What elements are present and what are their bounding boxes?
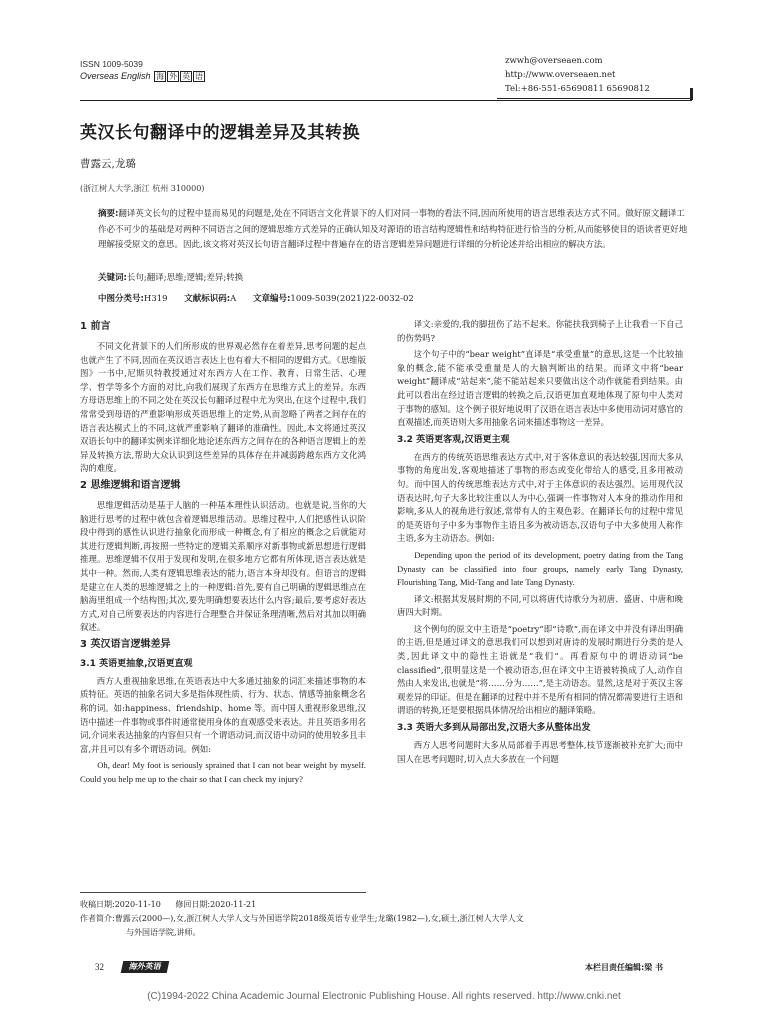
contact-url[interactable]: http://www.overseaen.net xyxy=(505,70,616,80)
keywords-label: 关键词: xyxy=(98,273,127,283)
article-no-label: 文章编号: xyxy=(253,294,291,304)
header-rule-end-mark xyxy=(690,88,693,100)
article-no-value: 1009-5039(2021)22-0032-02 xyxy=(290,294,414,304)
body-column-right xyxy=(397,318,683,769)
bio-text: 曹露云(2000—),女,浙江树人大学人文与外国语学院2018级英语专业学生;龙璐(1982—),女,硕士,浙江树人大学人文 xyxy=(114,914,524,923)
revised-date: 2020-11-21 xyxy=(210,900,257,909)
paragraph: 这个例句的原文中主语是“poetry”即“诗歌”,而在译文中并没有译出明确的主语,但是通过译文的意思我们可以想到对唐诗的发展时期进行分类的是人类,因此译文中的隐性主语就是“我们”。再看原句中的谓语动词“be classified”,很明显这是一个被动语态,但在译文中主语被转换成了人,动作自然由人来发出,也就是“将……分为……”,是主动语态。显然,这是对于英汉主客观差异的印证。但是在翻译的过程中并不是所有相同的情况都需要进行主语和谓语的转换,还是要根据具体情况给出相应的翻译策略。 xyxy=(397,623,683,716)
journal-logo: 海外英语 xyxy=(121,961,170,973)
column-editor: 本栏目责任编辑:梁 书 xyxy=(585,963,663,972)
footnote-rule xyxy=(80,892,366,893)
clc-value: H319 xyxy=(143,294,168,304)
paragraph: 思维逻辑活动是基于人脑的一种基本理性认识活动。也就是说,当你的大脑进行思考的过程中就包含着逻辑思维活动。思维过程中,人们把感性认识阶段中得到的感性认识进行抽象化而形成一种概念,有了相应的概念之后就能对其进行逻辑判断,再按照一些特定的逻辑关系顺序对新事物或新思想进行逻辑推理。思维逻辑不仅用于发现和发明,在很多地方它都有所体现,语言表达就是其中一种。然而,人类有逻辑思维表达的能力,语言本身却没有。但语言的逻辑是建立在人类的思维逻辑之上的一种逻辑:首先,要有自己明确的逻辑思维点在脑海里组成一个结构图;其次,要先明确想要表达什么内容;最后,要考虑好表达方式,对自己所要表达的内容进行合理整合并保证条理清晰,然后对其加以明确叙述。 xyxy=(80,499,366,633)
received-date: 2020-11-10 xyxy=(114,900,161,909)
journal-name-cn-char: 英 xyxy=(182,72,191,81)
keywords-text: 长句;翻译;思维;逻辑;差异;转换 xyxy=(126,273,244,283)
doc-code-value: A xyxy=(230,294,237,304)
journal-header-left xyxy=(80,58,380,83)
subsection-heading: 3.2 英语更客观,汉语更主观 xyxy=(397,434,510,445)
paragraph: 在西方的传统英语思维表达方式中,对于客体意识的表达较强,因而大多从事物的角度出发,客观地描述了事物的形态或变化带给人的感受,且多用被动句。而中国人的传统思维表达方式中,对于主体意识的表达强烈。运用现代汉语表达时,句子大多比较注重以人为中心,强调一件事物对人本身的推动作用和影响,多从人的视角进行叙述,常带有人的主观色彩。在翻译长句的过程中常见的是英语句子中多为事物作主语且多为被动语态,汉语句子中大多使用人称作主语,多为主动语态。例如: xyxy=(397,451,683,544)
article-authors: 曹露云,龙璐 xyxy=(80,158,136,170)
english-example: Oh, dear! My foot is seriously sprained that I can not bear weight by myself. Could you help me up to the chair so that I can check my injury? xyxy=(80,760,366,785)
journal-name-row xyxy=(80,70,380,83)
translation: 译文:根据其发展时期的不同,可以将唐代诗歌分为初唐、盛唐、中唐和晚唐四大时期。 xyxy=(397,593,683,618)
footnote-bio xyxy=(80,912,690,926)
author-affiliation: (浙江树人大学,浙江 杭州 310000) xyxy=(80,184,205,193)
translation: 译文:亲爱的,我的脚扭伤了站不起来。你能扶我到椅子上让我看一下自己的伤势吗? xyxy=(397,319,683,343)
section-heading: 2 思维逻辑和语言逻辑 xyxy=(80,479,181,491)
footnote xyxy=(80,898,690,940)
section-heading: 1 前言 xyxy=(80,321,111,332)
journal-name-cn-char: 语 xyxy=(195,72,204,81)
journal-name-cn-char: 海 xyxy=(156,72,165,81)
clc-label: 中图分类号: xyxy=(98,294,144,304)
contact-email[interactable]: zwwh@overseaen.com xyxy=(505,56,603,66)
journal-name-cn-char: 外 xyxy=(169,72,178,81)
paragraph: 这个句子中的“bear weight”直译是“承受重量”的意思,这是一个比较抽象的概念,能不能承受重量是人的大脑判断出的结果。而译文中将“bear weight”翻译成“站起来”,能不能站起来只要做出这个动作就能看到结果。由此可以看出在经过语言逻辑的转换之后,汉语更加直观地体现了原句中人类对于事物的感知。这个例子很好地说明了汉语在语言表达中多使用动词对感官的直观描述,而英语则大多用抽象名词来描述事物这一差异。 xyxy=(397,349,683,428)
paragraph: 西方人重视抽象思维,在英语表达中大多通过抽象的词汇来描述事物的本质特征。英语的抽象名词大多是指体现性质、行为、状态、情感等抽象概念名称的词。如:happiness、friendship、home 等。而中国人重视形象思维,汉语中描述一件事物或事件时通常使用身体的直观感受来表达。并且英语多用名词,介词来表达抽象的内容但只有一个谓语动词,而汉语中动词的使用较多且丰富,并且可以有多个谓语动词。例如: xyxy=(80,675,366,754)
header-rule xyxy=(80,100,692,101)
header-rule-bold xyxy=(497,98,692,99)
abstract-label: 摘要: xyxy=(98,209,119,219)
english-example: Depending upon the period of its development, poetry dating from the Tang Dynasty can be classified into four groups, namely early Tang Dynasty, Flourishing Tang, Mid-Tang and late Tang Dynasty. xyxy=(397,549,683,588)
revised-label: 修回日期: xyxy=(175,900,211,909)
bio-text-cont: 与外国语学院,讲师。 xyxy=(126,928,201,937)
article-meta xyxy=(98,292,414,304)
bio-label: 作者简介: xyxy=(80,914,115,923)
section-heading: 3 英汉语言逻辑差异 xyxy=(80,638,171,650)
page-number: 32 xyxy=(95,962,104,972)
paragraph: 不同文化背景下的人们所形成的世界观必然存在着差异,思考问题的起点也就产生了不同,因而在英汉语言表达上也有着大不相同的逻辑方式。《思维版图》一书中,尼斯贝特教授通过对东西方人在工作、教育、日常生活、心理学、哲学等多个方面的对比,向我们展现了东西方在思维方式上的差异。东西方母语思维上的不同之处在英汉长句翻译过程中尤为突出,在这个过程中,我们常常受到母语的严重影响形成英语思维上的定势,从而忽略了两者之间存在的语言表达模式上的不同,这就严重影响了翻译的准确性。因此,本文将通过英汉双语长句中的翻译实例来详细化地论述东西方之间存在的各种语言逻辑上的差异及转换方法,帮助大众认识到这些差异的具体存在并减弱跨越东西方文化鸿沟的难度。 xyxy=(80,341,366,474)
subsection-heading: 3.3 英语大多到从局部出发,汉语大多从整体出发 xyxy=(397,723,591,734)
journal-contact xyxy=(505,54,690,96)
contact-tel: Tel:+86-551-65690811 65690812 xyxy=(505,84,650,94)
subsection-heading: 3.1 英语更抽象,汉语更直观 xyxy=(80,658,193,669)
doc-code-label: 文献标识码: xyxy=(184,294,231,304)
keywords xyxy=(98,271,688,283)
journal-name-en: Overseas English xyxy=(80,71,151,81)
body-column-left xyxy=(80,318,366,790)
abstract xyxy=(98,207,688,254)
issn: ISSN 1009-5039 xyxy=(80,59,143,69)
article-title: 英汉长句翻译中的逻辑差异及其转换 xyxy=(80,123,360,143)
received-label: 收稿日期: xyxy=(80,900,115,909)
paragraph: 西方人思考问题时大多从局部着手再思考整体,枝节逐渐被补充扩大;而中国人在思考问题时,切入点大多放在一个问题 xyxy=(397,740,683,764)
footnote-dates xyxy=(80,898,690,912)
copyright-line: (C)1994-2022 China Academic Journal Electronic Publishing House. All rights reserved. http://www.cnki.net xyxy=(147,991,621,1002)
abstract-text: 翻译英文长句的过程中显而易见的问题是,处在不同语言文化背景下的人们对同一事物的看法不同,因而所使用的语言思维表达方式不同。做好原文翻译工作必不可少的基础是对两种不同语言之间的逻辑思维方式差异的正确认知及对源语的语言结构逻辑性和结构特征进行恰当的分析,从而能够使目的语读者更好地理解接受原文的意思。因此,该文将对英汉长句语言翻译过程中普遍存在的语言逻辑差异问题进行详细的分析论述并给出相应的解决方法。 xyxy=(98,209,688,250)
